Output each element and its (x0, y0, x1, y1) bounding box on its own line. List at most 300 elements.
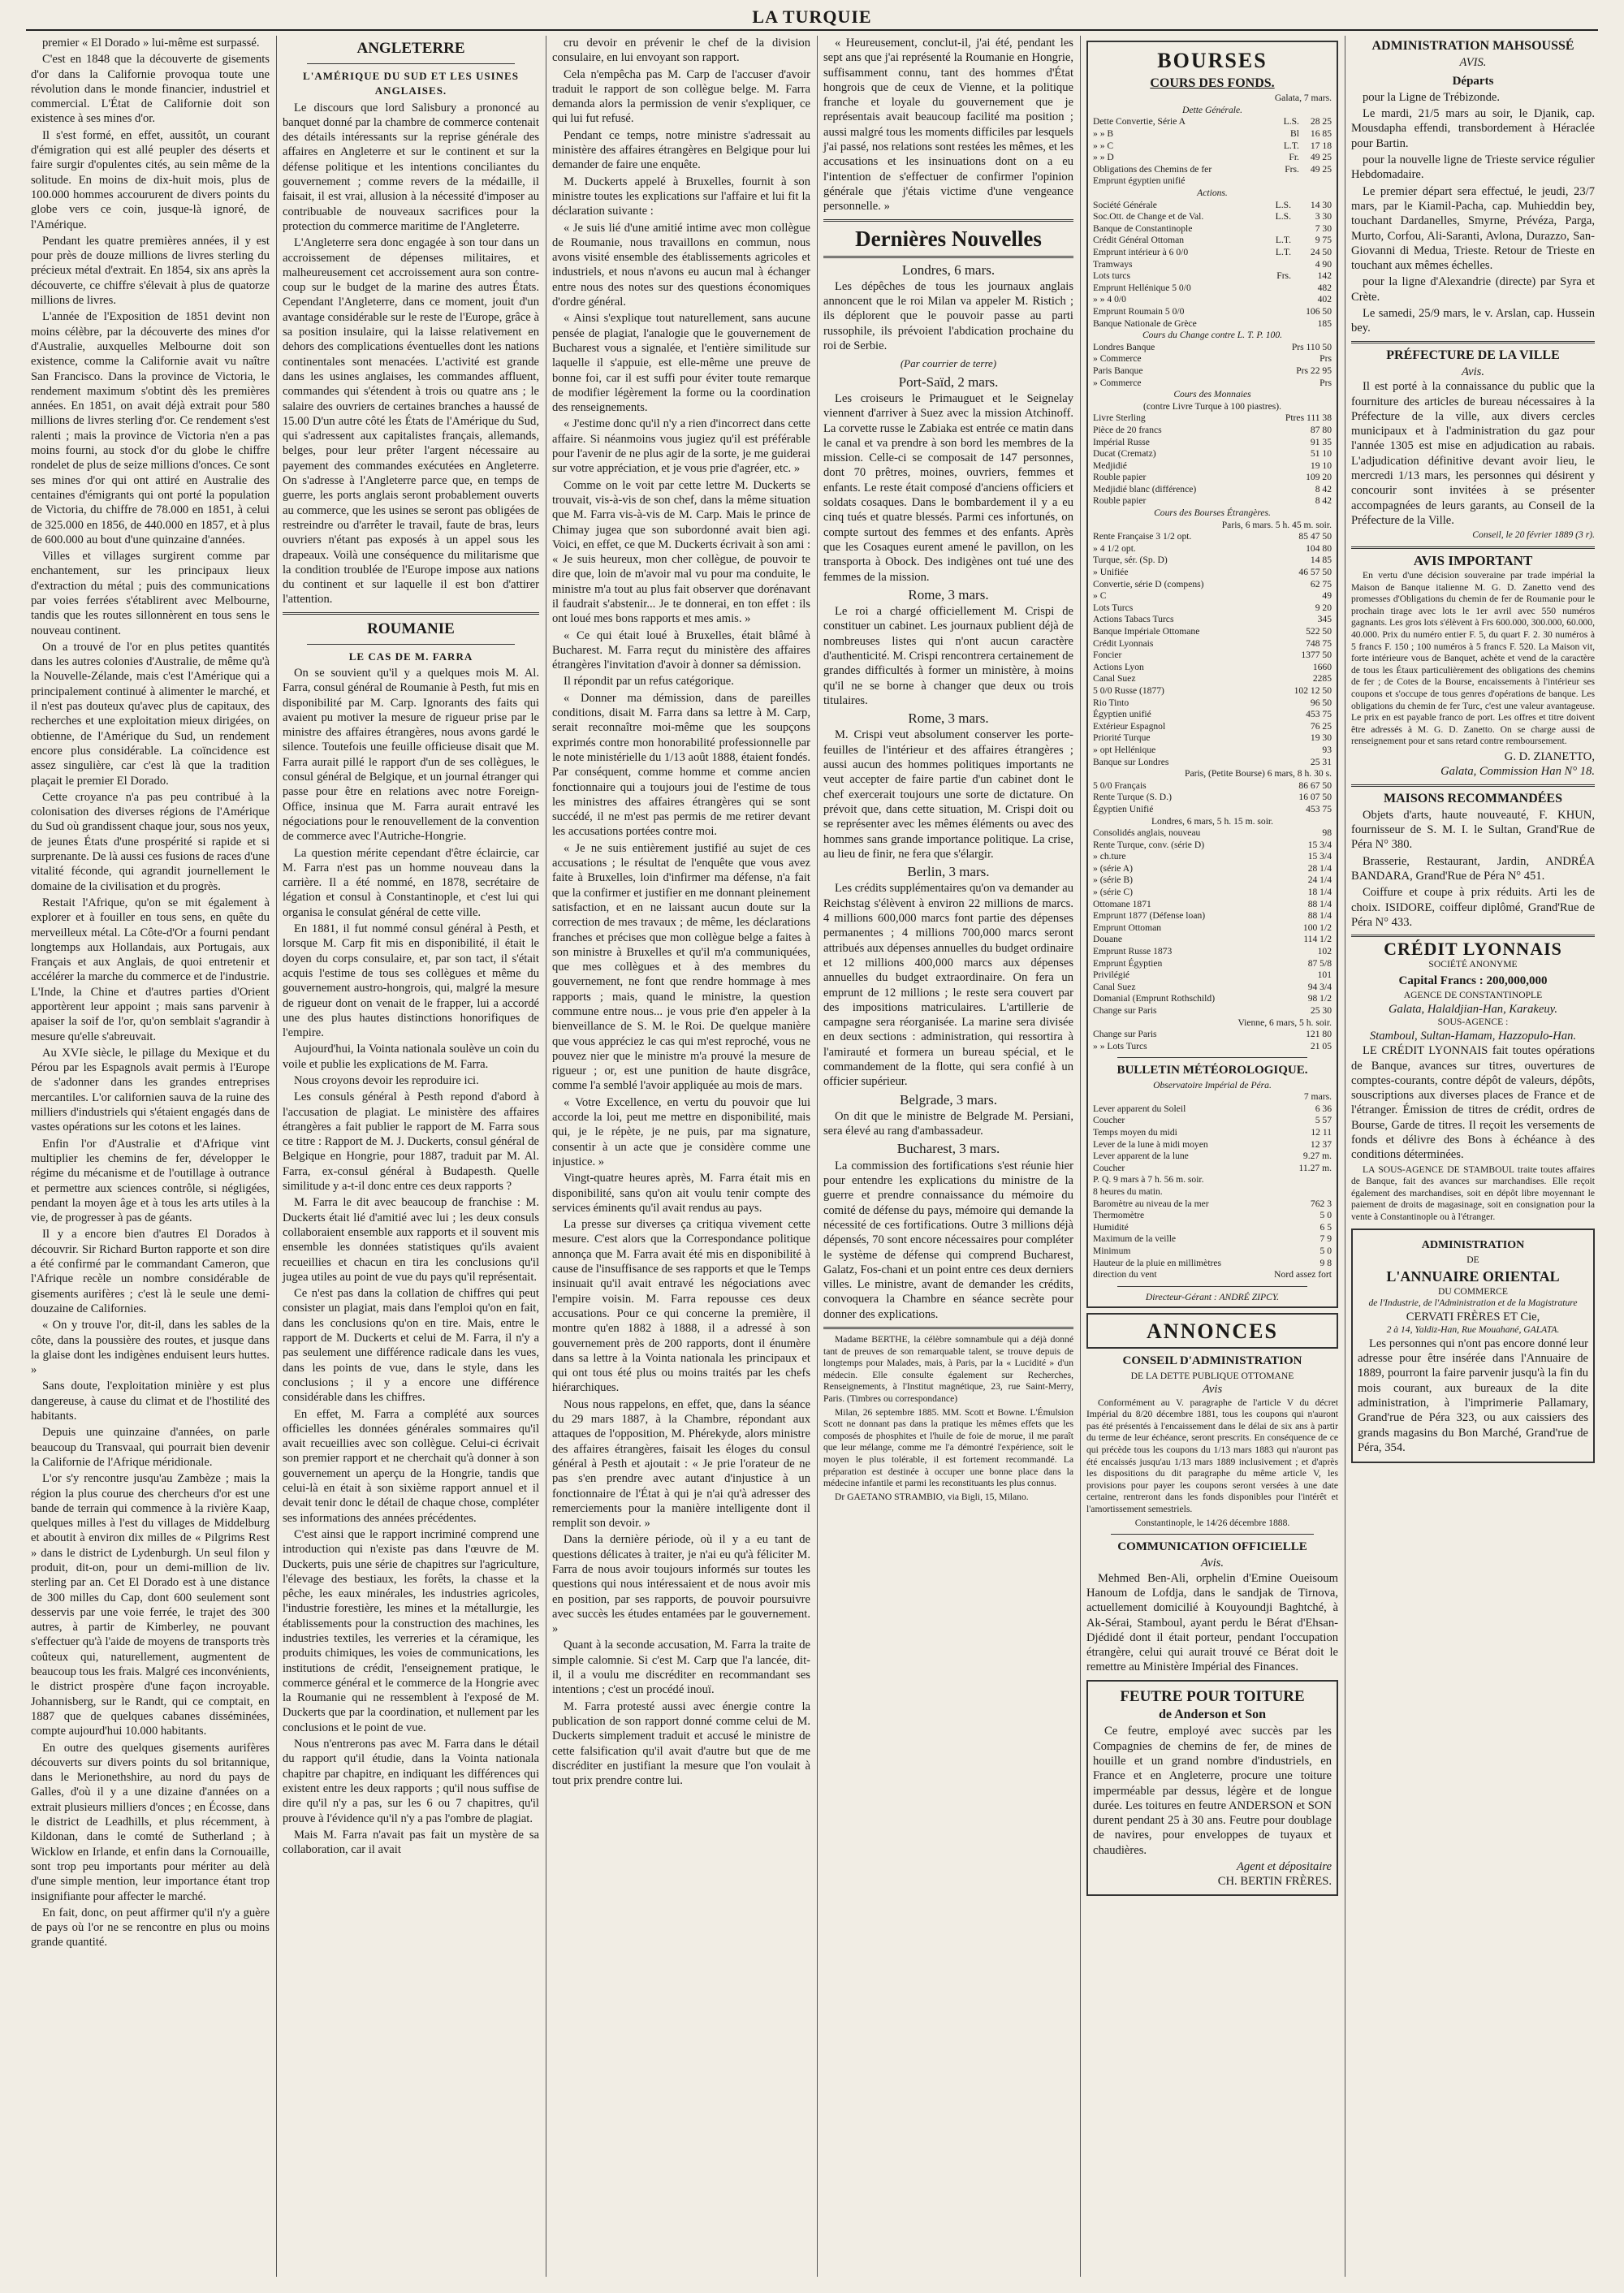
table-row (1093, 946, 1332, 958)
table-cell: Rente Turque, conv. (série D) (1093, 839, 1205, 850)
table-cell: » » D (1093, 152, 1114, 163)
table-row (1093, 342, 1332, 354)
table-cell: 7 9 (1320, 1233, 1332, 1245)
table-row (1093, 1029, 1332, 1041)
credit-capital: Capital Francs : 200,000,000 (1398, 974, 1548, 988)
table-row (1093, 1041, 1332, 1053)
table-cell: 522 50 (1306, 626, 1332, 637)
table-cell: 482 (1317, 282, 1332, 293)
annuaire-name: L'ANNUAIRE ORIENTAL (1386, 1268, 1560, 1285)
section-subtitle: L'AMÉRIQUE DU SUD ET LES USINES ANGLAISES. (303, 70, 519, 97)
prefecture-date: Conseil, le 20 février 1889 (3 r). (1472, 529, 1595, 541)
table-cell: 453 75 (1306, 803, 1332, 814)
table-cell: L.S. (1275, 199, 1291, 210)
table-row (1093, 993, 1332, 1005)
table-cell: 87 5/8 (1307, 957, 1332, 969)
table-cell: Change sur Paris (1093, 1029, 1157, 1040)
table-cell: Turque, sér. (Sp. D) (1093, 555, 1168, 566)
table-row (1093, 982, 1332, 994)
paragraph: « Ainsi s'explique tout naturellement, sans aucune pensée de plagiat, l'analogie que le gouvernement de Bucharest vous a signalée, et l'entière similitude sur laquelle il s'appuie, est elle-même une preuve de bonne foi, car il est suffi pour éviter toute remarque de modifier légèrement la forme ou la coordination des renseignements. (552, 312, 810, 415)
table-row (1093, 745, 1332, 757)
credit-text-stamboul: LA SOUS-AGENCE DE STAMBOUL traite toutes affaires de Banque, fait des avances sur marchandises. Elle reçoit également des marchandises, soit en dépôt libre moyennant le paiement de droits de magasinage, soit en consignation pour la vente à Constantinople ou à l'étranger. (1351, 1164, 1595, 1222)
annuaire-title: ADMINISTRATION (1421, 1238, 1525, 1251)
annuaire-firm: CERVATI FRÈRES ET Cie, (1406, 1310, 1540, 1324)
table-row (1093, 1127, 1332, 1139)
table-cell: 121 80 (1306, 1029, 1332, 1040)
table-cell: 7 30 (1315, 222, 1332, 234)
table-cell: 98 (1322, 827, 1332, 839)
table-cell: Rente Française 3 1/2 opt. (1093, 531, 1192, 542)
table-cell: 88 1/4 (1307, 898, 1332, 909)
table-row (1093, 543, 1332, 555)
table-cell: Canal Suez (1093, 673, 1136, 684)
table-cell: Emprunt 1877 (Défense loan) (1093, 910, 1206, 922)
table-cell (1299, 175, 1332, 188)
paragraph: Pendant les quatre premières années, il y est pour près de douze millions de livres sterling du précieux métal d'extrait. En 1854, six ans après la découverte, ce chiffre s'élevait à plus de quatorze millions de livres. (31, 234, 270, 308)
table-cell: Baromètre au niveau de la mer (1093, 1198, 1209, 1209)
table-cell: 25 30 (1310, 1005, 1332, 1017)
table-cell: 11.27 m. (1298, 1162, 1332, 1173)
table-cell: Impérial Russe (1093, 436, 1150, 447)
paragraph: « Ce qui était loué à Bruxelles, était blâmé à Bucharest. M. Farra reçut du ministère des affaires étrangères l'invitation d'avoir à donner sa démission. (552, 628, 810, 672)
table-cell: 100 1/2 (1302, 922, 1332, 933)
table-cell: » » B (1093, 128, 1114, 140)
table-row (1093, 164, 1332, 176)
paragraph: Sans doute, l'exploitation minière y est plus dangereuse, à cause du climat et de l'hostilité des habitants. (31, 1380, 270, 1423)
table-cell: Priorité Turque (1093, 732, 1151, 744)
table-row (1093, 1115, 1332, 1127)
table-cell: Consolidés anglais, nouveau (1093, 827, 1201, 839)
table-cell: Lever de la lune à midi moyen (1093, 1138, 1208, 1150)
table-cell: 12 11 (1311, 1127, 1332, 1138)
table-cell: 16 07 50 (1298, 792, 1332, 803)
vienne-date: Vienne, 6 mars, 5 h. soir. (1237, 1017, 1332, 1028)
table-row (1093, 412, 1332, 425)
table-cell: 88 1/4 (1307, 910, 1332, 922)
table-cell: Rouble papier (1093, 495, 1147, 507)
paragraph: premier « El Dorado » lui-même est surpassé. (42, 37, 260, 50)
table-cell: Emprunt Roumain 5 0/0 (1093, 305, 1185, 317)
paragraph: Il y a encore bien d'autres El Dorados à découvrir. Sir Richard Burton rapporte et son dire a été confirmé par le commandant Cameron, que l'Afrique recèle un nombre considérable de gisements aurifères ; c'est là le seule une demi-douzaine de Californies. (31, 1228, 270, 1315)
table-cell: Fr. (1289, 152, 1299, 163)
table-cell: 49 (1322, 590, 1332, 602)
paragraph: Nous nous rappelons, en effet, que, dans la séance du 29 mars 1887, à la Chambre, répondant aux attaques de l'opposition, M. Phérekyde, alors ministre des affaires étrangères, faisait les éloges du consul général à Pesth et ajoutait : « Je prie l'orateur de ne pas s'en prendre avec autant d'injustice à un fonctionnaire de l'État à qui je n'ai qu'à adresser des remerciements pour la manière intelligente dont il remplit son devoir. » (552, 1397, 810, 1531)
table-row (1093, 283, 1332, 295)
conseil-text: Conformément au V. paragraphe de l'article V du décret Impérial du 8/20 décembre 1881, tous les coupons qui n'auront pas été présentés à l'encaissement dans le délai de six ans à partir du terme de leur échéance, seront prescrits. En conséquence de ce qui précède tous les coupons du 1/13 mars 1883 qui n'auront pas été encaissés jusqu'au 1/13 mars 1889 inclusivement ; et d'après les dispositions du dit paragraphe du même article V, les provisions pour payer les coupons seront versées à une date certaine, rentreront dans les fonds disponibles pour l'intérêt et l'amortissement semestriels. (1086, 1397, 1338, 1514)
table-cell: Banque sur Londres (1093, 756, 1169, 767)
news-dateline: (Par courrier de terre) (900, 357, 997, 370)
paragraph: Il répondit par un refus catégorique. (564, 675, 734, 689)
news-text: On dit que le ministre de Belgrade M. Persiani, sera élevé au rang d'ambassadeur. (823, 1109, 1073, 1138)
mahsousse-title: ADMINISTRATION MAHSOUSSÉ (1371, 39, 1574, 53)
table-row (1093, 1233, 1332, 1246)
table-cell: 1660 (1312, 661, 1332, 672)
table-cell: Ducat (Crematz) (1093, 448, 1156, 460)
table-cell: 748 75 (1306, 637, 1332, 649)
bourses-subtitle: COURS DES FONDS. (1150, 76, 1275, 90)
table-row (1093, 626, 1332, 638)
table-cell: direction du vent (1093, 1269, 1157, 1280)
table-cell: 6 36 (1315, 1103, 1332, 1114)
news-heading: Dernières Nouvelles (855, 226, 1042, 251)
paragraph: Cela n'empêcha pas M. Carp de l'accuser d'avoir traduit le rapport de son collègue belge. M. Farra demanda alors la permission de venir s'expliquer, ce qui lui fut refusé. (552, 67, 810, 126)
table-cell: 16 85 (1310, 128, 1332, 140)
table-cell: Frs. (1276, 270, 1291, 282)
news-text: Les dépêches de tous les journaux anglais annoncent que le roi Milan va appeler M. Ristich ; ils déplorent que le pouvoir passe au parti russophile, ils prévoient l'abdication prochaine du roi de Serbie. (823, 279, 1073, 353)
table-cell: Crédit Général Ottoman (1093, 235, 1185, 246)
table-row (1093, 1163, 1332, 1175)
table-row (1093, 437, 1332, 449)
table-cell: Banque Nationale de Grèce (1093, 317, 1197, 329)
maisons-list (1351, 808, 1595, 930)
table-cell: Domanial (Emprunt Rothschild) (1093, 993, 1216, 1004)
paragraph: Villes et villages surgirent comme par enchantement, sur les principaux lieux d'extraction du métal ; puis des communications par voies ferrées s'établirent avec Melbourne, tandis que les routes sillonnèrent en tous sens le nouveau continent. (31, 550, 270, 637)
table-cell: Foncier (1093, 650, 1122, 661)
table-cell (1267, 294, 1291, 306)
table-cell: Convertie, série D (compens) (1093, 578, 1204, 589)
table-cell: » opt Hellénique (1093, 744, 1156, 755)
table-cell: » C (1093, 590, 1107, 602)
conseil-date: Constantinople, le 14/26 décembre 1888. (1134, 1517, 1290, 1528)
table-cell: Change sur Paris (1093, 1005, 1157, 1017)
mahsousse-schedule (1351, 90, 1595, 336)
news-dateline: Rome, 3 mars. (908, 710, 989, 727)
table-row (1093, 840, 1332, 852)
table-cell: Crédit Lyonnais (1093, 637, 1154, 649)
table-row (1093, 863, 1332, 875)
table-cell: Minimum (1093, 1246, 1131, 1256)
column-advertisements (1345, 36, 1601, 2277)
table-row (1093, 602, 1332, 615)
table-cell: 1377 50 (1301, 650, 1332, 661)
paragraph: Le mardi, 21/5 mars au soir, le Djanik, cap. Mousdapha effendi, transbordement à Héraclée pour Bartin. (1351, 107, 1595, 150)
table-cell: 8 heures du matin. (1093, 1186, 1163, 1198)
paris-petite-bourse: Paris, (Petite Bourse) 6 mars, 8 h. 30 s. (1185, 768, 1332, 779)
table-cell: Emprunt Ottoman (1093, 922, 1162, 933)
paragraph: « Votre Excellence, en vertu du pouvoir que lui accorde la loi, peut me mettre en disponibilité, mais qui, je le répète, je ne puis, par ma signature, consentir à un acte que je considère comme une injustice. » (552, 1095, 810, 1168)
table-row (1093, 697, 1332, 710)
paragraph: Nous croyons devoir les reproduire ici. (294, 1074, 479, 1087)
table-cell: Soc.Ott. de Change et de Val. (1093, 211, 1204, 222)
table-cell: Medjidié (1093, 460, 1127, 471)
paragraph: C'est ainsi que le rapport incriminé comprend une introduction qui n'existe pas dans l'œuvre de M. Duckerts, puis une série de chapitres sur l'agriculture, l'élevage des bestiaux, les forêts, la chasse et la pêche, les eaux minérales, les industries agricoles, l'industrie forestière, les mines et la métallurgie, les établissements pour la construction des machines, les industries textiles, les verreries et la céramique, les produits chimiques, les voies de communications, les institutions de crédit, l'enseignement pratique, le commerce général et le commerce de la Hongrie avec la Roumanie qui ne ressemblent à l'exposé de M. Duckerts que par la coordination, et nullement par les conclusions et le point de vue. (283, 1527, 539, 1734)
column-farra-continued (546, 36, 817, 2277)
table-row (1093, 1186, 1332, 1198)
change-table (1093, 342, 1332, 389)
paragraph: Vingt-quatre heures après, M. Farra était mis en disponibilité, sans qu'on ait voulu tenir compte des services éminents qu'il avait rendus au pays. (552, 1172, 810, 1215)
table-row (1093, 804, 1332, 816)
table-cell: 25 31 (1310, 756, 1332, 767)
table-cell: L.T. (1275, 247, 1291, 258)
table-row (1093, 484, 1332, 496)
important-title: AVIS IMPORTANT (1413, 552, 1533, 568)
meteo-date: 7 mars. (1303, 1091, 1332, 1103)
table-cell: 106 50 (1306, 305, 1332, 317)
conseil-avis: Avis (1202, 1383, 1223, 1397)
table-row (1093, 1103, 1332, 1116)
table-cell: » (série B) (1093, 874, 1133, 886)
paragraph: Les consuls général à Pesth repond d'abord à l'accusation de plagiat. Le ministère des affaires étrangères a fait publier le rapport de M. Farra sous ce titre : Rapport de M. J. Duckerts, consul général de Belgique en Hongrie, pour 1887, traduit par M. Al. Farra, ex-consul général à Budapesth. Quelle similitude y a-t-il donc entre ces deux rapports ? (283, 1090, 539, 1194)
table-cell: P. Q. 9 mars à 7 h. 56 m. soir. (1093, 1174, 1204, 1185)
table-row (1093, 827, 1332, 840)
table-cell: 12 37 (1310, 1138, 1332, 1150)
paragraph: Dans la dernière période, où il y a eu tant de questions délicates à traiter, je n'ai eu qu'à féliciter M. Farra de nous avoir toujours informés sur toutes les questions qui nous intéressaient et de nous avoir mis en position, par ses rapports, de pouvoir poursuivre avec succès les études entamées par le gouvernement. » (552, 1533, 810, 1636)
article-body (823, 36, 1073, 214)
table-cell: 104 80 (1306, 542, 1332, 554)
directeur-gerant: Directeur-Gérant : ANDRÉ ZIPCY. (1145, 1291, 1280, 1302)
article-body (283, 666, 539, 1857)
table-cell: 76 25 (1310, 720, 1332, 732)
table-cell: 17 18 (1310, 140, 1332, 151)
paragraph: Objets d'arts, haute nouveauté, F. KHUN, fournisseur de S. M. I. le Sultan, Grand'Rue de Péra N° 380. (1351, 808, 1595, 852)
table-cell: Tramways (1093, 258, 1133, 270)
news-dateline: Belgrade, 3 mars. (900, 1091, 997, 1108)
paragraph: En outre des quelques gisements aurifères découverts sur divers points du sol britannique, dans le Merionethshire, au nord du pays de Galles, d'où il y a une dizaine d'années on a extrait plusieurs milliers d'onces ; en Écosse, dans le district de Leadhills, et plus récemment, à Kildonan, dans le comté de Sutherland ; à Wicklow en Irlande, et enfin dans la Cornouaille, sont trop peu importants pour mériter au delà d'une simple mention, leur importance étant trop insignifiante pour affecter le marché. (31, 1741, 270, 1903)
important-signature: G. D. ZIANETTO, (1504, 750, 1595, 763)
table-cell: » ch.ture (1093, 851, 1126, 862)
table-row (1093, 235, 1332, 247)
change-title: Cours du Change contre L. T. P. 100. (1142, 330, 1283, 341)
table-row (1093, 673, 1332, 685)
table-cell: 49 25 (1310, 163, 1332, 175)
table-cell: 18 1/4 (1307, 887, 1332, 898)
divider (1351, 935, 1595, 937)
table-cell: Rente Turque (S. D.) (1093, 792, 1172, 803)
table-cell (1258, 1174, 1332, 1186)
table-row (1093, 495, 1332, 507)
table-row (1093, 175, 1332, 188)
table-cell (1267, 223, 1291, 235)
annuaire-de: DE (1466, 1254, 1479, 1265)
table-cell: 24 50 (1310, 247, 1332, 258)
table-row (1093, 211, 1332, 223)
table-cell: 8 42 (1315, 483, 1332, 494)
communication-text: Mehmed Ben-Ali, orphelin d'Emine Oueisoum Hanoum de Lofdja, dans le sandjak de Tirnova, actuellement domicilié à Kouyoundji Baghtché, à Ak-Sérai, Stamboul, ayant perdu le Bérat d'Ehsan-Djédidé dont il était porteur, pendant l'occupation étrangère, celui qui aurait trouvé ce Bérat doit le remettre au Ministère Impérial des Finances. (1086, 1571, 1338, 1674)
table-cell: Actions Lyon (1093, 661, 1144, 672)
column-news (817, 36, 1080, 2277)
table-row (1093, 579, 1332, 591)
table-row (1093, 1174, 1332, 1186)
londres-table (1093, 827, 1332, 1017)
vienne-table (1093, 1029, 1332, 1052)
table-row (1093, 910, 1332, 922)
table-row (1093, 590, 1332, 602)
table-cell: Lever apparent de la lune (1093, 1151, 1189, 1162)
table-row (1093, 306, 1332, 318)
divider (307, 63, 515, 64)
table-cell: 402 (1317, 294, 1332, 305)
maisons-title: MAISONS RECOMMANDÉES (1383, 791, 1562, 805)
table-row (1093, 247, 1332, 259)
table-cell: Londres Banque (1093, 341, 1155, 352)
table-cell (1275, 175, 1299, 188)
table-cell: Frs. (1285, 163, 1299, 175)
paragraph: Mais M. Farra n'avait pas fait un mystère de sa collaboration, car il avait (283, 1828, 539, 1857)
table-cell: » Unifiée (1093, 567, 1129, 578)
table-cell: Lots turcs (1093, 270, 1131, 282)
column-angleterre-roumanie (276, 36, 546, 2277)
prefecture-avis: Avis. (1462, 365, 1484, 378)
table-row (1093, 851, 1332, 863)
paragraph: Dr GAETANO STRAMBIO, via Bigli, 15, Milano. (835, 1491, 1029, 1502)
dette-title: Dette Générale. (1181, 104, 1243, 115)
paragraph: « Je suis lié d'une amitié intime avec mon collègue de Roumanie, nous travaillons en commun, nous avons visité ensemble des établissements agricoles et industriels, et nous n'avons eu aucun mal à échanger entre nous des notes sur des questions économiques d'ordre général. (552, 221, 810, 309)
table-cell: 142 (1317, 270, 1332, 282)
feutre-text: Ce feutre, employé avec succès par les Compagnies de chemins de fer, de mines de houille et un grand nombre d'industriels, en France et en Angleterre, procure une toiture imperméable par dessus, légère et de longue durée. Les toitures en feutre ANDERSON et SON durent pendant 25 à 30 ans. Feutre pour doublage de navires, pour enveloppes de tuyaux et chaudières. (1093, 1725, 1332, 1857)
table-row (1093, 116, 1332, 128)
news-list (823, 263, 1073, 1322)
paragraph: Quant à la seconde accusation, M. Farra la traite de simple calomnie. Si c'est M. Carp que l'a lancée, dit-il, il a voulu me discréditer en recommandant ses intentions ; c'est un procédé inouï. (552, 1639, 810, 1697)
news-text: La commission des fortifications s'est réunie hier pour entendre les explications du ministre de la guerre et prendre connaissance du mémoire du comité de défense du pays, mémoire qui demande la nécessité de ces fortifications. Outre 3 millions déjà dépensés, 70 sont encore nécessaires pour compléter le système de défense qui comprend Bucharest, Galatz, Fos-chani et un point entre ces deux derniers villes. Le ministre, avant de demander les crédits, convoquera la Chambre en séance secrète pour donner des explications. (823, 1159, 1073, 1321)
table-row (1093, 1005, 1332, 1017)
table-cell: 98 1/2 (1307, 993, 1332, 1004)
credit-title: CRÉDIT LYONNAIS (1384, 939, 1562, 960)
table-cell: Dette Convertie, Série A (1093, 116, 1186, 127)
table-row (1093, 887, 1332, 899)
table-row (1093, 650, 1332, 662)
table-row (1093, 259, 1332, 271)
table-cell: L.S. (1283, 116, 1299, 127)
news-dateline: Berlin, 3 mars. (907, 864, 990, 880)
annuaire-subtitle: DU COMMERCE (1438, 1285, 1508, 1297)
table-cell: Humidité (1093, 1221, 1129, 1233)
paragraph: En effet, M. Farra a complété aux sources officielles les données générales sommaires qu'il avait recueillies avec son collègue. Celui-ci écrivait son premier rapport et ne cherchait qu'à donner à son gouvernement un aperçu de la Hongrie, tandis que celui-là en était à son sixième rapport annuel et il devait tenir donc le détail de chaque chose, compléter ses informations des années précédentes. (283, 1407, 539, 1525)
paragraph: Brasserie, Restaurant, Jardin, ANDRÉA BANDARA, Grand'Rue de Péra N° 451. (1351, 854, 1595, 883)
bourses-date: Galata, 7 mars. (1274, 93, 1332, 104)
paragraph: Aujourd'hui, la Vointa nationala soulève un coin du voile et publie les explications de M. Farra. (283, 1043, 539, 1071)
paragraph: Au XVIe siècle, le pillage du Mexique et du Pérou par les Espagnols avait permis à l'Europe de s'adonner dans les grandes entreprises mercantiles. L'or californien sauva de la ruine des milliers d'industriels qui s'étaient engagés dans de vastes opérations sur les cotons et les laines. (31, 1046, 270, 1134)
table-cell: 14 30 (1310, 199, 1332, 210)
paragraph: M. Farra le dit avec beaucoup de franchise : M. Duckerts était lié d'amitié avec lui ; les deux consuls collaboraient ensemble aux rapports et il souvent mis ensemble les données statistiques qu'ils avaient recueillies et chacun en tira les conclusions qu'il jugea utiles au point de vue du pays qu'il représentait. (283, 1196, 539, 1284)
credit-agence: AGENCE DE CONSTANTINOPLE (1403, 990, 1543, 1001)
table-cell: 102 (1317, 946, 1332, 957)
classified-ads (823, 1334, 1073, 1503)
table-cell: 3 30 (1315, 211, 1332, 222)
table-cell: L.T. (1283, 140, 1299, 151)
divider (823, 1327, 1073, 1329)
paragraph: L'année de l'Exposition de 1851 devint non moins célèbre, par la découverte des mines d'or d'Australie, auxquelles Melbourne doit son existence, comme la Californie avait vu naître San Francisco. Dans la province de Victoria, le rendement maximum s'obtint dès les premières années. En 1851, on avait déjà extrait pour 580 millions de livres sterling d'or. Ce rendement s'est ralenti ; mais la province de Victoria n'en a pas moins fourni, au stock d'or du globe le chiffre rondelet de plus de seize millions d'onces. Ce sont ses mines d'or qui ont attiré en Australie des centaines d'émigrants qui ont porté la population de Victoria, du chiffre de 78.000 en 1851, à celui de 325.000 en 1856, de 440.000 en 1857, et à plus de 600.000 au bout d'une quinzaine d'années. (31, 310, 270, 546)
table-row (1093, 934, 1332, 946)
table-cell: Ptres 111 38 (1285, 412, 1332, 424)
table-cell: Égyptien unifié (1093, 709, 1151, 720)
table-row (1093, 732, 1332, 745)
monnaies-subtitle: (contre Livre Turque à 100 piastres). (1143, 400, 1281, 412)
masthead-title: LA TURQUIE (752, 6, 872, 27)
divider (1351, 341, 1595, 343)
news-text: M. Crispi veut absolument conserver les porte-feuilles de l'intérieur et des affaires étrangères ; aussi aucun des hommes politiques importants ne veut accepter de faire partie d'un cabinet dont le chef exercerait toujours une sorte de dictature. On prévoit que, dans cette situation, M. Crispi doit ou se représenter avec les mêmes éléments ou avec des hommes sans grande importance politique. La crise, au lieu de finir, ne fera que s'élargir. (823, 728, 1073, 861)
table-row (1093, 899, 1332, 911)
actions-title: Actions. (1197, 188, 1228, 199)
divider (1351, 784, 1595, 787)
table-cell: Medjidié blanc (différence) (1093, 483, 1197, 494)
table-cell: Prs 110 50 (1291, 341, 1332, 352)
table-cell: Livre Sterling (1093, 412, 1146, 424)
table-cell: 453 75 (1306, 709, 1332, 720)
credit-text: LE CRÉDIT LYONNAIS fait toutes opérations de Banque, avances sur titres, ouvertures de comptes-courants, contre dépôt de valeurs, dépôts, souscriptions aux diverses places de France et de l'étranger. Émission de titres de crédit, ordres de Bourse, Garde de titres. Il reçoit les versements de fonds et délivre des Bons à échéance à des conditions déterminées. (1351, 1044, 1595, 1162)
meteo-table (1093, 1103, 1332, 1281)
news-text: Le roi a chargé officiellement M. Crispi de constituer un cabinet. Les journaux publient déjà de nombreuses listes qui n'ont aucun caractère d'authenticité. M. Crispi rencontrera certainement de grandes difficultés à former un ministère, à moins qu'il ne se borne à changer que deux ou trois titulaires. (823, 605, 1073, 707)
paragraph: Il s'est formé, en effet, aussitôt, un courant d'émigration qui est allé peupler des déserts et faire surgir d'opulentes cités, au sein même de la solitude. En moins de dix-huit mois, plus de 100.000 hommes accoururent de divers points du globe vers ce coin, jusque-là ignoré, de l'Amérique. (31, 128, 270, 231)
divider (1117, 1057, 1307, 1058)
column-bourses (1080, 36, 1345, 2277)
table-cell (1267, 259, 1291, 271)
table-row (1093, 152, 1332, 164)
table-cell: Coucher (1093, 1162, 1125, 1173)
divider (1117, 1286, 1307, 1287)
annuaire-text: Les personnes qui n'ont pas encore donné leur adresse pour être insérée dans l'Annuaire de 1889, pourront la faire parvenir jusqu'à la fin du mois courant, aux bureaux de la dite administration, à l'imprimerie Pallamary, Grand'rue de Péra 323, ou aux caissiers des grands magasins du Bon Marché, Grand'rue de Péra, 354. (1358, 1337, 1588, 1454)
paragraph: Pendant ce temps, notre ministre s'adressait au ministère des affaires étrangères en Belgique pour lui demander de faire une enquête. (552, 128, 810, 172)
paragraph: Comme on le voit par cette lettre M. Duckerts se trouvait, vis-à-vis de son chef, dans la même situation que M. Farra vis-à-vis de M. Carp. Mais le prince de Chimay jugea que son subordonné avait bien agi. Voici, en effet, ce que M. Duckerts écrivait à son ami : « Je suis heureux, mon cher collègue, de pouvoir te dire que, loin de m'avoir mal vu pour ma conduite, le ministre m'a tout au plus fait observer que dorénavant il faudrait s'abstenir... Je te donnerai, en ton effet : ils ont loué mes bons rapports et mes amis. » (552, 478, 810, 626)
paragraph: La question mérite cependant d'être éclaircie, car M. Farra n'est pas un homme nouveau dans la carrière. Il a été nommé, en 1878, secrétaire de légation et consul à Constantinople, et c'est lui qui organisa le consulat général de cette ville. (283, 846, 539, 919)
table-cell: 5 57 (1315, 1115, 1332, 1126)
table-cell: 345 (1317, 614, 1332, 625)
table-row (1093, 567, 1332, 579)
news-text: Les crédits supplémentaires qu'on va demander au Reichstag s'élèvent à environ 22 millions de marcs. 4 millions 600,000 marcs font partie des dépenses permanentes ; 4 millions 700,000 marcs seront attribués aux dépenses annuelles du budget ordinaire et 12 millions 400,000 marcs aux dépenses annuelles du budget extraordinaire. On fera un emprunt de 12 millions ; le reste sera couvert par des impositions matriculaires. L'artillerie de campagne sera réorganisée. La marine sera divisée en deux sections : administration, qui ressortira à l'amirauté et formera un bureau spécial, et le commandement de la flotte, qui sera confié à un officier supérieur. (823, 882, 1073, 1089)
table-row (1093, 365, 1332, 378)
table-row (1093, 685, 1332, 697)
table-cell: Lots Turcs (1093, 602, 1134, 613)
divider (823, 219, 1073, 222)
table-cell: Emprunt égyptien unifié (1093, 175, 1186, 187)
table-cell: 96 50 (1310, 697, 1332, 708)
table-row (1093, 531, 1332, 543)
feutre-title: FEUTRE POUR TOITURE (1120, 1687, 1305, 1705)
table-row (1093, 425, 1332, 437)
table-cell: 8 42 (1315, 495, 1332, 507)
section-title-angleterre: ANGLETERRE (356, 40, 465, 57)
table-cell (1267, 306, 1291, 318)
paragraph: M. Farra protesté aussi avec énergie contre la publication de son rapport donné comme celui de M. Duckerts simplement traduit et accusé le ministre de cette falsification qu'il avait d'autre but que de me discréditer en justifiant la mesure que l'on voulait à tout prix prendre contre lui. (552, 1699, 810, 1788)
table-row (1093, 1222, 1332, 1234)
paragraph: L'or s'y rencontre jusqu'au Zambèze ; mais la région la plus courue des chercheurs d'or est une bande de terrain qui commence à la rivière Kaap, quelques milles à l'est du villages de Middelburg et aboutit à environ dix milles de « Pilgrims Rest » dans le district de Lydenburgh. Un seul filon y produit, dit-on, pour un demi-million de liv. sterling par an. Cet El Dorado est à une distance de 300 milles du Cap, dont 600 seulement sont desservis par une voie ferrée, le trajet des 300 autres, à partir de Kimberley, ne pouvant s'effectuer qu'à l'aide de moyens de transports très coûteux qui, naturellement, augmentent de beaucoup tous les frais. Malgré ces inconvénients, le district prospère d'une façon incroyable. Johannisberg, sur le Randt, qui ce comptait, en 1887 que de quelques cabanes disséminées, compte aujourd'hui 10.000 habitants. (31, 1472, 270, 1738)
table-row (1093, 792, 1332, 804)
table-cell: Douane (1093, 934, 1123, 945)
table-row (1093, 1151, 1332, 1163)
feutre-agent-name: CH. BERTIN FRÈRES. (1217, 1875, 1332, 1889)
credit-address: Galata, Halaldjian-Han, Karakeuy. (1389, 1003, 1557, 1017)
paragraph: En 1881, il fut nommé consul général à Pesth, et lorsque M. Carp fit mis en disponibilité, il était le doyen du corps consulaire, et, par son tact, il s'était acquis l'estime de tous ses collègues et même du gouvernement austro-hongrois, qui, malgré la mesure de rigueur dont on venait de le frapper, lui a accordé une des plus hautes distinctions honorifiques de l'empire. (283, 922, 539, 1040)
table-row (1093, 378, 1332, 390)
communication-title: COMMUNICATION OFFICIELLE (1117, 1540, 1307, 1554)
table-cell: Égyptien Unifié (1093, 803, 1154, 814)
divider (307, 644, 515, 645)
table-cell (1267, 318, 1291, 330)
table-cell: 91 35 (1310, 436, 1332, 447)
table-row (1093, 638, 1332, 650)
paris-petite-table (1093, 780, 1332, 816)
table-row (1093, 662, 1332, 674)
table-cell: 185 (1317, 317, 1332, 329)
prefecture-title: PRÉFECTURE DE LA VILLE (1386, 348, 1560, 362)
paragraph: « Donner ma démission, dans de pareilles conditions, disait M. Farra dans sa lettre à M. Carp, serait reconnaître moi-même que les soupçons exprimés contre mon honorabilité professionnelle par le note ministérielle du 1/13 août 1888, étaient fondés. Par conséquent, comme homme et comme ancien fonctionnaire qui a toujours joui de l'estime de tous les ministres des affaires étrangères qui se sont succédé, il ne m'est pas permis de me retirer devant les accusations portées contre moi. (552, 691, 810, 839)
table-cell: Bl (1289, 128, 1299, 140)
table-cell: 5 0 (1320, 1210, 1332, 1221)
table-cell: » 4 1/2 opt. (1093, 542, 1136, 554)
table-cell: Nord assez fort (1274, 1269, 1332, 1280)
paragraph: Coiffure et coupe à prix réduits. Arti les de choix. ISIDORE, coiffeur diplômé, Grand'Rue de Péra N° 433. (1351, 886, 1595, 929)
annuaire-address: 2 à 14, Yaldiz-Han, Rue Mouahané, GALATA. (1386, 1324, 1560, 1336)
table-cell: Extérieur Espagnol (1093, 720, 1166, 732)
mahsousse-departs: Départs (1452, 74, 1494, 88)
table-cell: 762 3 (1310, 1198, 1332, 1209)
table-row (1093, 270, 1332, 283)
table-row (1093, 1246, 1332, 1258)
table-cell: Pièce de 20 francs (1093, 424, 1162, 435)
news-text: Les croiseurs le Primauguet et le Seignelay viennent d'arriver à Suez avec la mission Atchinoff. La corvette russe le Zabiaka est entrée ce matin dans le canal et va prendre à son bord les membres de la mission. Celle-ci se composait de 147 personnes, dont 70 prêtres, moines, ouvriers, femmes et enfants. Le reste était composé d'anciens officiers et soldats cosaques. Dans le bombardement il y a eu cinq tués et quatre blessés. Parmi ces infortunés, on compte surtout des femmes et des enfants. Après que les Cosaques eurent amené le pavillon, on les transporta à Obock. Des indigènes ont tué une des femmes de la mission. (823, 391, 1073, 584)
table-cell: 5 0/0 Russe (1877) (1093, 684, 1164, 696)
table-cell: 49 25 (1310, 152, 1332, 163)
paragraph: Nous n'entrerons pas avec M. Farra dans le détail du rapport qu'il étudie, dans la Vointa nationala chapitre par chapitre, en indiquant les différences qui existent entre les deux rapports ; qu'il nous suffise de dire qu'il n'y a pas, sur les 6 ou 7 chapitres, qu'il prouve à l'évidence qu'il n'y a pas l'ombre de plagiat. (283, 1738, 539, 1825)
